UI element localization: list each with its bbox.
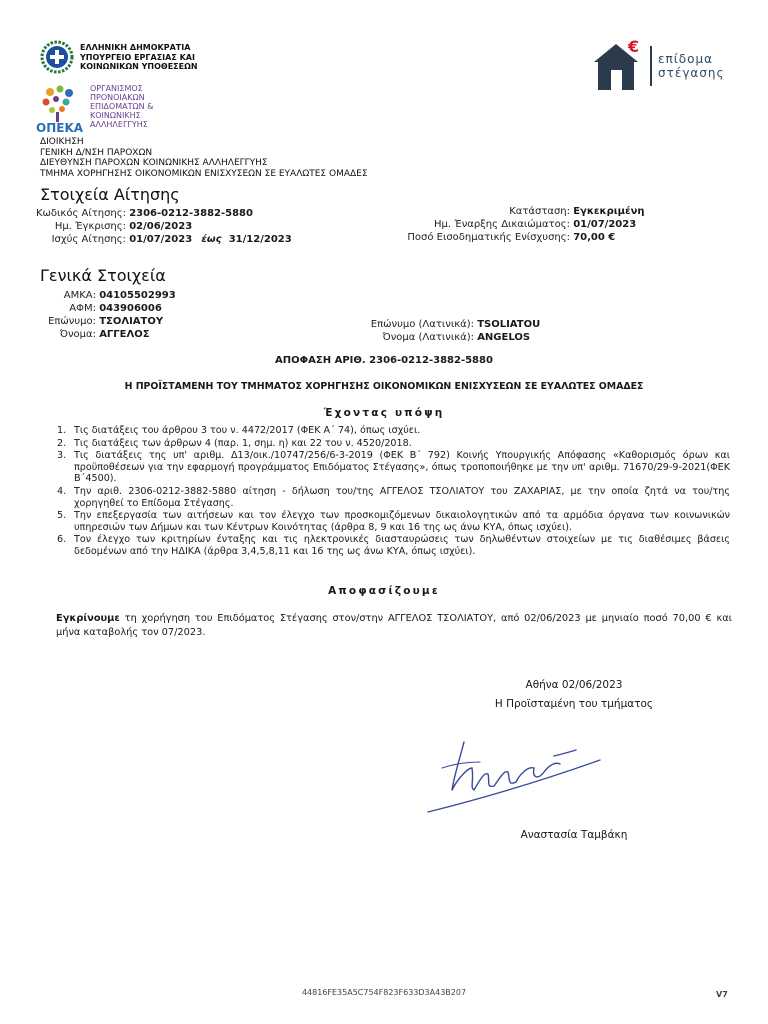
opeka-logo-icon: [36, 84, 84, 124]
ministry-line-3: ΚΟΙΝΩΝΙΚΩΝ ΥΠΟΘΕΣΕΩΝ: [80, 62, 198, 71]
name-latin-value: ANGELOS: [477, 332, 531, 343]
opeka-line-5: ΑΛΛΗΛΕΓΓΥΗΣ: [90, 120, 148, 129]
admin-line-2: ΓΕΝΙΚΗ Δ/ΝΣΗ ΠΑΡΟΧΩΝ: [40, 147, 153, 158]
application-left-fields: [30, 207, 360, 246]
list-item: 5. Την επεξεργασία των αιτήσεων και τον έλεγχο των προσκομιζόμενων δικαιολογητικών από τα αρμόδια όργανα των κοινωνικών υπηρεσιών των Δήμων και των Κέντρων Κοινότητας (άρθρα 8, 9 και 16 της ως άνω ΚΥΑ, όπως ισχύει).: [57, 510, 730, 533]
euro-icon: €: [628, 38, 640, 56]
surname-latin-label: Επώνυμο (Λατινικά):: [370, 319, 474, 330]
signer-name: Αναστασία Ταμβάκη: [520, 829, 628, 841]
document-hash: 44816FE35A5C754F823F633D3A43B207: [301, 988, 467, 997]
list-item: 4. Την αριθ. 2306-0212-3882-5880 αίτηση - δήλωση του/της ΑΓΓΕΛΟΣ ΤΣΟΛΙΑΤΟΥ του ΖΑΧΑΡΙΑΣ, με την οποία ζητά να του/της χορηγηθεί το Επίδομα Στέγασης.: [57, 485, 730, 509]
approve-word: Εγκρίνουμε: [56, 613, 120, 624]
ministry-block: [40, 40, 240, 76]
opeka-abbreviation: ΟΠΕΚΑ: [36, 121, 84, 135]
house-icon: [590, 38, 646, 92]
opeka-line-2: ΠΡΟΝΟΙΑΚΩΝ: [90, 93, 145, 102]
approve-text: τη χορήγηση του Επιδόματος Στέγασης στον/στην ΑΓΓΕΛΟΣ ΤΣΟΛΙΑΤΟΥ, από 02/06/2023 με μηνιαίο ποσό 70,00 € και μήνα καταβολής τον 07/2023.: [56, 613, 732, 638]
general-right-fields: [340, 318, 670, 344]
application-right-fields: [370, 205, 700, 244]
amount-label: Ποσό Εισοδηματικής Ενίσχυσης:: [407, 232, 570, 243]
amount-value: 70,00 €: [573, 232, 616, 243]
signatory-role: Η Προϊσταμένη του τμήματος: [494, 698, 654, 710]
application-code: 2306-0212-3882-5880: [129, 208, 253, 219]
admin-line-1: ΔΙΟΙΚΗΣΗ: [40, 137, 84, 147]
opeka-line-4: ΚΟΙΝΩΝΙΚΗΣ: [90, 111, 141, 120]
status-label: Κατάσταση:: [509, 206, 570, 217]
name-value: ΑΓΓΕΛΟΣ: [99, 329, 150, 340]
housing-allowance-logo: [590, 38, 740, 94]
decision-number: ΑΠΟΦΑΣΗ ΑΡΙΘ. 2306-0212-3882-5880: [275, 355, 493, 366]
greek-emblem-icon: [40, 40, 74, 74]
validity-to-label: έως: [201, 234, 222, 245]
handwritten-signature: [424, 728, 604, 818]
validity-to: 31/12/2023: [228, 234, 292, 245]
ministry-line-1: ΕΛΛΗΝΙΚΗ ΔΗΜΟΚΡΑΤΙΑ: [80, 43, 191, 52]
general-left-fields: [30, 289, 350, 341]
amka-value: 04105502993: [99, 290, 176, 301]
list-item: 1. Τις διατάξεις του άρθρου 3 του ν. 4472/2017 (ΦΕΚ Α΄ 74), όπως ισχύει.: [57, 425, 421, 436]
ministry-line-2: ΥΠΟΥΡΓΕΙΟ ΕΡΓΑΣΙΑΣ ΚΑΙ: [80, 52, 195, 62]
opeka-line-1: ΟΡΓΑΝΙΣΜΟΣ: [90, 84, 143, 93]
approval-label: Ημ. Έγκρισης:: [54, 221, 126, 232]
code-label: Κωδικός Αίτησης:: [36, 208, 126, 219]
list-item: 6. Τον έλεγχο των κριτηρίων ένταξης και τις ηλεκτρονικές διασταυρώσεις των δηλωθέντων στοιχείων με τις διαθέσιμες βάσεις δεδομένων από την ΗΔΙΚΑ (άρθρα 3,4,5,8,11 και 16 της ως άνω ΚΥΑ, όπως ισχύει).: [57, 534, 730, 557]
opeka-line-3: ΕΠΙΔΟΜΑΤΩΝ &: [90, 102, 154, 111]
approval-date: 02/06/2023: [129, 221, 193, 232]
general-title: Γενικά Στοιχεία: [40, 266, 166, 285]
brand-divider: [650, 46, 652, 86]
start-date-label: Ημ. Έναρξης Δικαιώματος:: [434, 219, 570, 230]
opeka-block: [36, 84, 196, 136]
brand-line-2: στέγασης: [658, 66, 725, 80]
status-value: Εγκεκριμένη: [573, 206, 645, 217]
admin-line-3: ΔΙΕΥΘΥΝΣΗ ΠΑΡΟΧΩΝ ΚΟΙΝΩΝΙΚΗΣ ΑΛΛΗΛΕΓΓΥΗΣ: [40, 158, 268, 168]
validity-from: 01/07/2023: [129, 234, 193, 245]
afm-value: 043906006: [99, 303, 162, 314]
decision-authority: Η ΠΡΟΪΣΤΑΜΕΝΗ ΤΟΥ ΤΜΗΜΑΤΟΣ ΧΟΡΗΓΗΣΗΣ ΟΙΚΟΝΟΜΙΚΩΝ ΕΝΙΣΧΥΣΕΩΝ ΣΕ ΕΥΑΛΩΤΕΣ ΟΜΑΔΕΣ: [124, 381, 644, 392]
surname-value: ΤΣΟΛΙΑΤΟΥ: [99, 316, 164, 327]
amka-label: ΑΜΚΑ:: [63, 290, 96, 301]
document-version: V7: [716, 990, 728, 999]
decide-title: Αποφασίζουμε: [328, 585, 440, 597]
surname-latin-value: TSOLIATOU: [477, 319, 541, 330]
name-latin-label: Όνομα (Λατινικά):: [382, 332, 474, 343]
considering-title: Έχοντας υπόψη: [323, 407, 445, 419]
list-item: 3. Τις διατάξεις της υπ' αριθμ. Δ13/οικ./10747/256/6-3-2019 (ΦΕΚ Β΄ 792) Κοινής Υπουργικής Απόφασης «Καθορισμός όρων και προϋποθέσεων για την εφαρμογή προγράμματος Επιδόματος Στέγασης», όπως τροποποιήθηκε με την υπ' αριθμ. 71670/29-9-2021(ΦΕΚ Β΄4500).: [57, 450, 730, 485]
list-item: 2. Τις διατάξεις των άρθρων 4 (παρ. 1, σημ. η) και 22 του ν. 4520/2018.: [57, 437, 412, 449]
place-date: Αθήνα 02/06/2023: [525, 679, 623, 691]
afm-label: ΑΦΜ:: [69, 303, 96, 314]
start-date: 01/07/2023: [573, 219, 637, 230]
name-label: Όνομα:: [59, 329, 96, 340]
application-title: Στοιχεία Αίτησης: [40, 185, 180, 204]
validity-label: Ισχύς Αίτησης:: [51, 234, 126, 245]
approval-paragraph: [56, 612, 732, 640]
considering-list: [54, 425, 730, 559]
brand-line-1: επίδομα: [658, 52, 713, 66]
administration-block: [40, 137, 368, 179]
admin-line-4: ΤΜΗΜΑ ΧΟΡΗΓΗΣΗΣ ΟΙΚΟΝΟΜΙΚΩΝ ΕΝΙΣΧΥΣΕΩΝ ΣΕ ΕΥΑΛΩΤΕΣ ΟΜΑΔΕΣ: [40, 168, 368, 179]
surname-label: Επώνυμο:: [48, 316, 96, 327]
